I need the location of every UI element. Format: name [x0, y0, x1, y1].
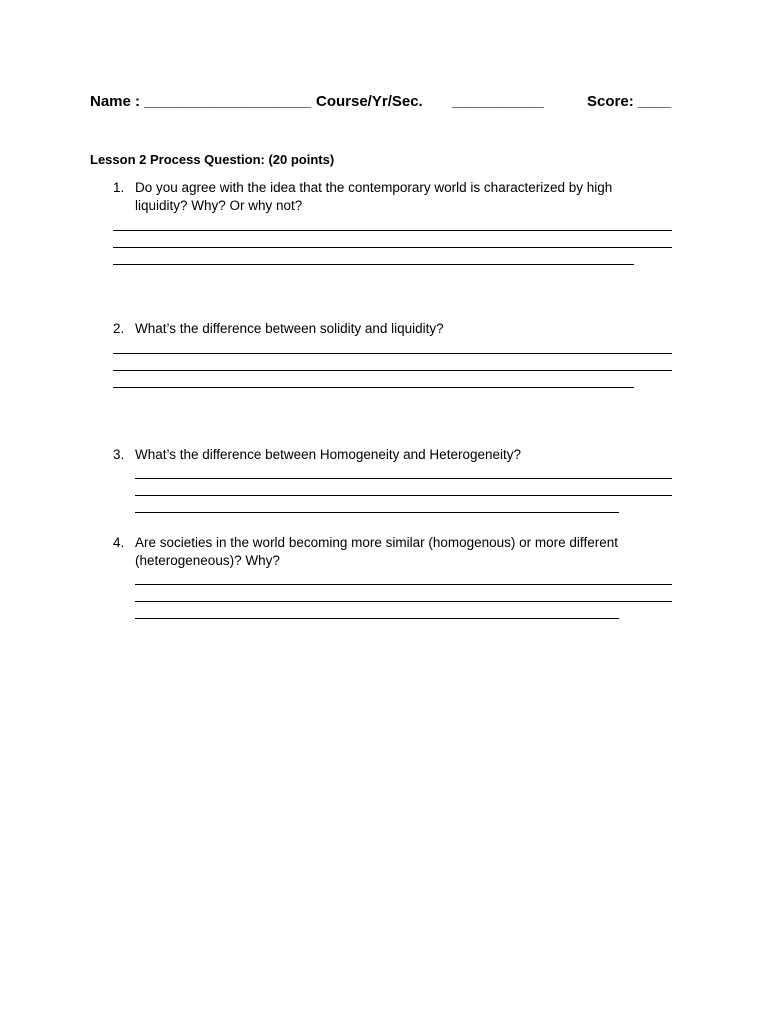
course-label: Course/Yr/Sec. [316, 93, 423, 110]
course-blank: ___________ [452, 93, 544, 110]
answer-line [135, 584, 672, 585]
question-4-text-line-2: (heterogeneous)? Why? [135, 553, 280, 568]
question-2-number: 2. [113, 321, 125, 336]
answer-line [113, 353, 672, 354]
question-3-text-line-1: What’s the difference between Homogeneity and Heterogeneity? [135, 447, 521, 462]
score-label: Score: ____ [587, 93, 672, 110]
answer-line [113, 264, 634, 265]
question-3-number: 3. [113, 447, 125, 462]
answer-line [135, 495, 672, 496]
answer-line [113, 387, 634, 388]
name-label: Name : ____________________ [90, 93, 312, 110]
question-1-text-line-1: Do you agree with the idea that the contemporary world is characterized by high [135, 180, 613, 195]
question-1-number: 1. [113, 180, 125, 195]
question-4-text-line-1: Are societies in the world becoming more similar (homogenous) or more different [135, 535, 618, 550]
answer-line [135, 618, 619, 619]
question-1-text-line-2: liquidity? Why? Or why not? [135, 198, 303, 213]
answer-line [113, 230, 672, 231]
answer-line [135, 512, 619, 513]
answer-line [135, 478, 672, 479]
answer-line [113, 247, 672, 248]
answer-line [113, 370, 672, 371]
section-title: Lesson 2 Process Question: (20 points) [90, 152, 335, 167]
answer-line [135, 601, 672, 602]
question-2-text-line-1: What’s the difference between solidity and liquidity? [135, 321, 444, 336]
question-4-number: 4. [113, 535, 125, 550]
